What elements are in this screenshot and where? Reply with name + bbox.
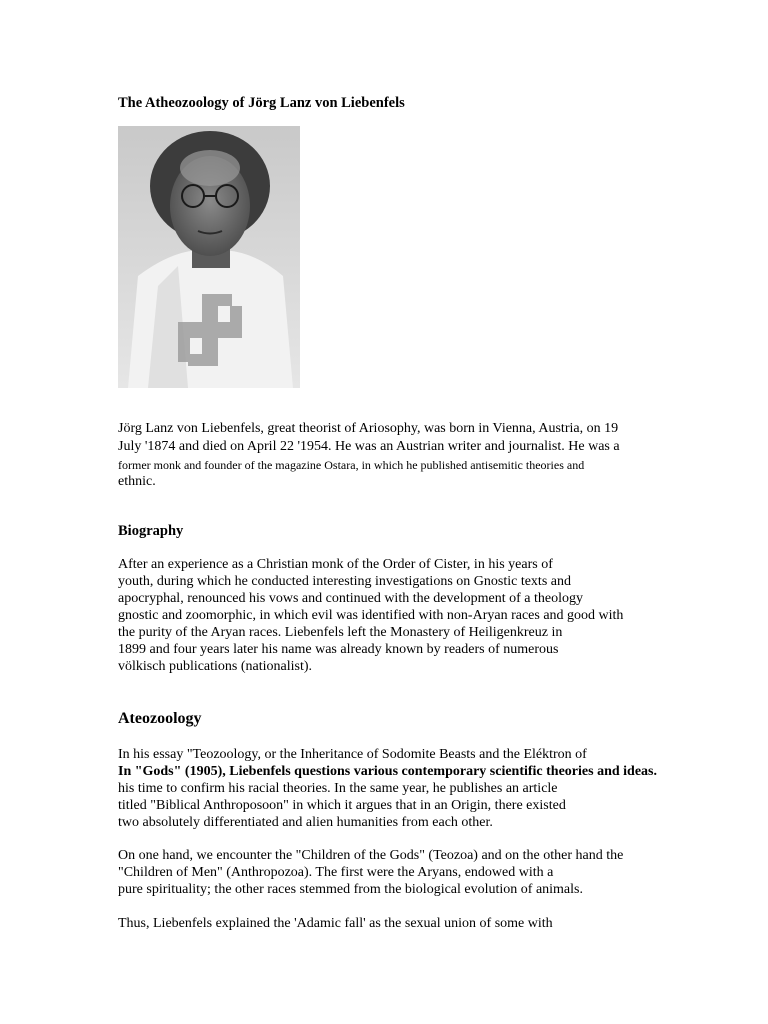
ateozoology-heading: Ateozoology — [118, 710, 202, 727]
document-title: The Atheozoology of Jörg Lanz von Liebenfels — [118, 95, 405, 111]
ateozoology-p1-line-5: two absolutely differentiated and alien humanities from each other. — [118, 815, 493, 830]
ateozoology-p1-line-1: In his essay "Teozoology, or the Inheritance of Sodomite Beasts and the Eléktron of — [118, 747, 587, 762]
intro-line-2: July '1874 and died on April 22 '1954. He was an Austrian writer and journalist. He was a — [118, 439, 620, 454]
biography-line-6: 1899 and four years later his name was already known by readers of numerous — [118, 642, 559, 657]
ateozoology-p1-line-4: titled "Biblical Anthroposoon" in which it argues that in an Origin, there existed — [118, 798, 566, 813]
intro-line-4: ethnic. — [118, 474, 156, 489]
biography-line-7: völkisch publications (nationalist). — [118, 659, 313, 674]
biography-heading: Biography — [118, 523, 184, 539]
ateozoology-p1-line-3: his time to confirm his racial theories. In the same year, he publishes an article — [118, 781, 558, 796]
biography-line-2: youth, during which he conducted interesting investigations on Gnostic texts and — [118, 574, 571, 589]
ateozoology-p2-line-1: On one hand, we encounter the "Children of the Gods" (Teozoa) and on the other hand the — [118, 848, 624, 863]
biography-line-4: gnostic and zoomorphic, in which evil was identified with non-Aryan races and good with — [118, 608, 624, 623]
biography-line-1: After an experience as a Christian monk of the Order of Cister, in his years of — [118, 557, 553, 572]
ateozoology-p3-line-1: Thus, Liebenfels explained the 'Adamic fall' as the sexual union of some with — [118, 916, 553, 931]
ateozoology-p2-line-3: pure spirituality; the other races stemmed from the biological evolution of animals. — [118, 882, 583, 897]
ateozoology-p2-line-2: "Children of Men" (Anthropozoa). The first were the Aryans, endowed with a — [118, 865, 554, 880]
ateozoology-p1-line-2: In "Gods" (1905), Liebenfels questions various contemporary scientific theories and ideas. — [118, 764, 657, 779]
portrait-illustration — [118, 126, 300, 388]
biography-line-5: the purity of the Aryan races. Liebenfels left the Monastery of Heiligenkreuz in — [118, 625, 563, 640]
intro-line-3: former monk and founder of the magazine Ostara, in which he published antisemitic theories and — [118, 458, 585, 472]
intro-line-1: Jörg Lanz von Liebenfels, great theorist of Ariosophy, was born in Vienna, Austria, on 19 — [118, 421, 619, 436]
biography-line-3: apocryphal, renounced his vows and continued with the development of a theology — [118, 591, 583, 606]
portrait-photo — [118, 126, 300, 388]
